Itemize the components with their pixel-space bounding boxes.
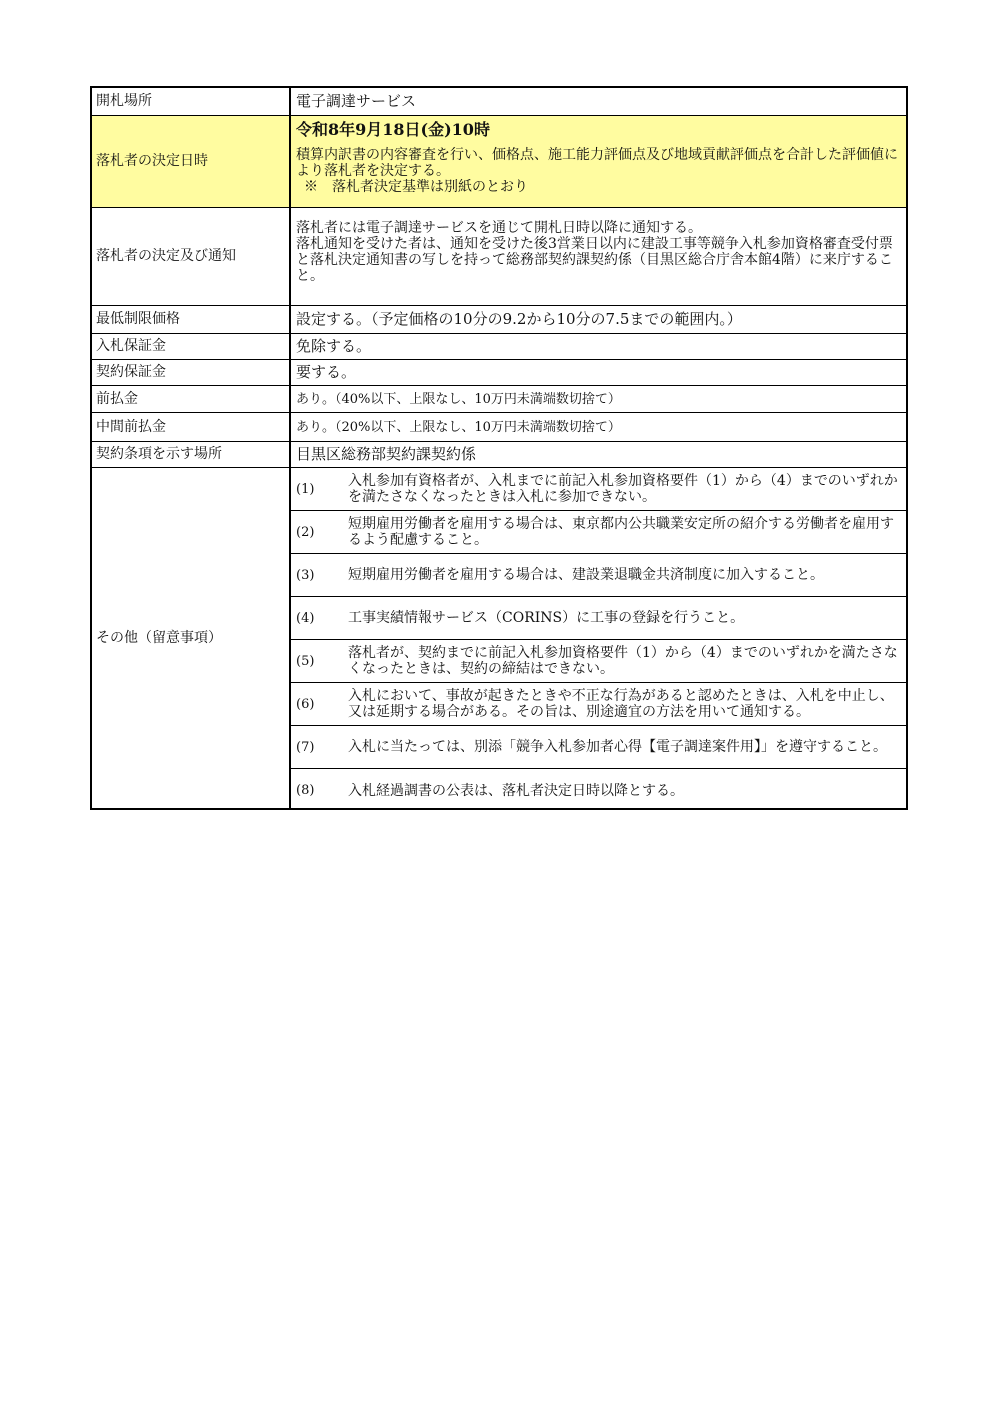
row-contract-deposit — [92, 360, 906, 386]
label-interim-advance: 中間前払金 — [92, 413, 291, 441]
notes-list — [291, 468, 906, 812]
notice-line-1: 落札者には電子調達サービスを通じて開札日時以降に通知する。 — [296, 220, 702, 236]
value-contract-deposit: 要する。 — [296, 363, 357, 381]
note-text: 入札経過調書の公表は、落札者決定日時以降とする。 — [348, 782, 684, 799]
note-text: 入札参加有資格者が、入札までに前記入札参加資格要件（1）から（4）までのいずれかを満たさなくなったときは入札に参加できない。 — [348, 473, 898, 505]
label-contract-place: 契約条項を示す場所 — [92, 442, 291, 467]
label-decision-datetime: 落札者の決定日時 — [92, 116, 291, 207]
value-decision-datetime — [291, 116, 906, 207]
note-item-3 — [291, 554, 906, 597]
note-number: (2) — [296, 524, 315, 540]
note-text: 短期雇用労働者を雇用する場合は、建設業退職金共済制度に加入すること。 — [348, 567, 824, 583]
note-number: (6) — [296, 696, 315, 712]
note-number: (5) — [296, 653, 315, 669]
value-decision-notice — [291, 208, 906, 305]
value-opening-place: 電子調達サービス — [296, 92, 417, 110]
note-item-5 — [291, 640, 906, 683]
note-number: (8) — [296, 783, 315, 798]
row-other-notes — [92, 468, 906, 808]
note-text: 落札者が、契約までに前記入札参加資格要件（1）から（4）までのいずれかを満たさなくなったときは、契約の締結はできない。 — [348, 645, 898, 677]
note-text: 短期雇用労働者を雇用する場合は、東京都内公共職業安定所の紹介する労働者を雇用するよう配慮すること。 — [348, 516, 894, 548]
note-number: (1) — [296, 481, 315, 497]
row-interim-advance — [92, 413, 906, 442]
note-item-8 — [291, 769, 906, 812]
note-item-6 — [291, 683, 906, 726]
decision-date: 令和8年9月18日(金)10時 — [296, 120, 490, 139]
value-other-notes — [291, 468, 906, 808]
label-decision-notice: 落札者の決定及び通知 — [92, 208, 291, 305]
label-advance-payment: 前払金 — [92, 386, 291, 412]
label-other-notes: その他（留意事項） — [92, 468, 291, 808]
row-bid-deposit — [92, 334, 906, 360]
label-opening-place: 開札場所 — [92, 88, 291, 115]
label-minimum-price: 最低制限価格 — [92, 306, 291, 333]
note-item-7 — [291, 726, 906, 769]
row-decision-notice — [92, 208, 906, 306]
note-text: 工事実績情報サービス（CORINS）に工事の登録を行うこと。 — [348, 610, 745, 626]
note-number: (4) — [296, 610, 315, 626]
label-contract-deposit: 契約保証金 — [92, 360, 291, 385]
note-number: (7) — [296, 739, 315, 755]
note-text: 入札に当たっては、別添「競争入札参加者心得【電子調達案件用】」を遵守すること。 — [348, 739, 887, 755]
value-contract-place: 目黒区総務部契約課契約係 — [296, 445, 477, 463]
note-item-4 — [291, 597, 906, 640]
decision-criteria-note: ※ 落札者決定基準は別紙のとおり — [304, 179, 528, 195]
row-minimum-price — [92, 306, 906, 334]
note-text: 入札において、事故が起きたときや不正な行為があると認めたときは、入札を中止し、又は延期する場合がある。その旨は、別途適宜の方法を用いて通知する。 — [348, 688, 894, 720]
conditions-table — [90, 86, 908, 810]
row-decision-datetime — [92, 116, 906, 208]
note-item-2 — [291, 511, 906, 554]
row-advance-payment — [92, 386, 906, 413]
row-contract-place — [92, 442, 906, 468]
label-bid-deposit: 入札保証金 — [92, 334, 291, 359]
decision-method-text: 積算内訳書の内容審査を行い、価格点、施工能力評価点及び地域貢献評価点を合計した評価値により落札者を決定する。 — [296, 147, 898, 179]
value-interim-advance: あり。（20%以下、上限なし、10万円未満端数切捨て） — [296, 419, 621, 435]
value-advance-payment: あり。（40%以下、上限なし、10万円未満端数切捨て） — [296, 391, 621, 407]
row-opening-place — [92, 88, 906, 116]
note-number: (3) — [296, 567, 315, 583]
value-minimum-price: 設定する。（予定価格の10分の9.2から10分の7.5までの範囲内。） — [296, 310, 742, 328]
note-item-1 — [291, 468, 906, 511]
value-bid-deposit: 免除する。 — [296, 337, 372, 355]
notice-line-2: 落札通知を受けた者は、通知を受けた後3営業日以内に建設工事等競争入札参加資格審査受付票と落札決定通知書の写しを持って総務部契約課契約係（目黒区総合庁舎本館4階）に来庁すること。 — [296, 236, 893, 284]
